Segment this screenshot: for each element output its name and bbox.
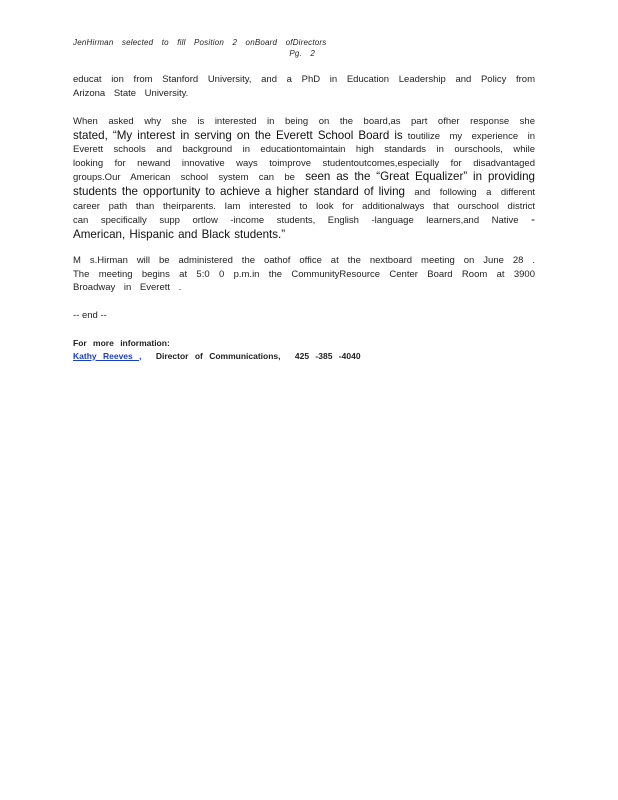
contact-row xyxy=(73,350,369,363)
paragraph-oath xyxy=(73,254,535,295)
quote-lead-in: When asked why she is interested in being on the board,as part ofher response she xyxy=(73,116,535,127)
running-title: JenHirman selected to fill Position 2 onBoard ofDirectors xyxy=(73,38,327,47)
quote-equalizer: seen as the “Great Equalizer” in providing students the opportunity to achieve a higher standard of living xyxy=(73,170,535,198)
contact-title: Director of Communications, xyxy=(155,350,281,361)
quote-continued: and following a different career path than theirparents. Iam interested to look for additionalways that ourschool district can specifically supp ortlow -income students, English -language learners,and Native xyxy=(73,186,536,227)
quote-opening: stated, “My interest in serving on the Everett School Board is xyxy=(73,128,408,142)
end-marker: -- end -- xyxy=(73,310,107,321)
paragraph-education-text: educat ion from Stanford University, and a PhD in Education Leadership and Policy from Arizona State University. xyxy=(73,74,535,99)
page-number: Pg. 2 xyxy=(289,49,315,58)
quote-body: toutilize my experience in Everett schools and background in educationtomaintain high standards in ourschools, while looking for newand innovative ways toimprove studentoutcomes,especially for disadvantaged groups.Our American school system can be xyxy=(73,130,535,184)
contact-heading: For more information: xyxy=(73,338,170,348)
paragraph-education xyxy=(73,73,535,100)
contact-name-link[interactable]: Kathy Reeves , xyxy=(73,350,142,361)
running-header xyxy=(73,38,333,58)
paragraph-quote xyxy=(73,115,535,242)
contact-block xyxy=(73,337,369,362)
quote-closing: -American, Hispanic and Black students.” xyxy=(73,213,535,241)
paragraph-oath-text: M s.Hirman will be administered the oathof office at the nextboard meeting on June 28 . The meeting begins at 5:0 0 p.m.in the CommunityResource Center Board Room at 3900 Broadway in Everett . xyxy=(73,255,535,294)
contact-phone: 425 -385 -4040 xyxy=(294,350,361,361)
